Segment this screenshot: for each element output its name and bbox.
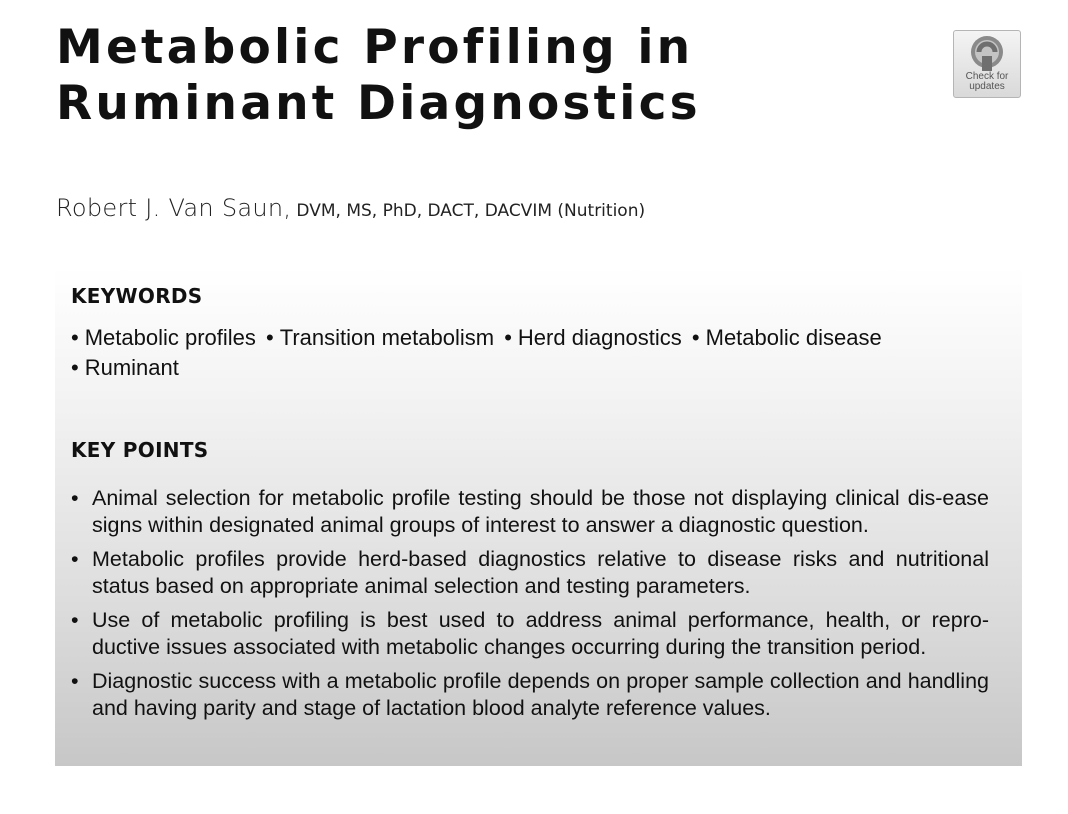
title-line-2: Ruminant Diagnostics xyxy=(56,76,701,131)
key-point-text: Diagnostic success with a metabolic profile depends on proper sample collection and handling and having parity and stage of lactation blood analyte reference values. xyxy=(92,669,989,720)
bullet: • xyxy=(71,486,79,510)
keyword-text: Transition metabolism xyxy=(279,325,495,350)
author-name: Robert J. Van Saun, xyxy=(56,194,292,222)
keyword-item xyxy=(692,325,882,350)
key-point-item xyxy=(71,546,989,600)
badge-label-line-2: updates xyxy=(969,81,1005,92)
badge-label xyxy=(966,72,1009,92)
article-title xyxy=(56,20,701,132)
bullet: • xyxy=(71,669,79,693)
crossmark-icon xyxy=(968,35,1006,71)
author-line xyxy=(56,194,645,222)
badge-label-line-1: Check for xyxy=(965,71,1009,82)
keyword-item xyxy=(266,325,494,350)
key-points-heading: KEY POINTS xyxy=(71,438,209,462)
keyword-text: Ruminant xyxy=(84,355,179,380)
key-point-item xyxy=(71,485,989,539)
bullet: • xyxy=(71,547,79,571)
keywords-heading: KEYWORDS xyxy=(71,284,203,308)
keyword-item xyxy=(504,325,682,350)
keywords-list xyxy=(71,323,1011,383)
keyword-text: Herd diagnostics xyxy=(517,325,682,350)
keyword-item xyxy=(71,355,179,380)
key-point-text: Animal selection for metabolic profile testing should be those not displaying clinical dis-ease signs within designated animal groups of interest to answer a diagnostic question. xyxy=(92,486,989,537)
bullet: • xyxy=(504,325,512,350)
author-credentials: DVM, MS, PhD, DACT, DACVIM (Nutrition) xyxy=(296,201,646,221)
key-point-item xyxy=(71,668,989,722)
bullet: • xyxy=(691,325,700,350)
check-for-updates-button[interactable] xyxy=(953,30,1021,98)
bullet: • xyxy=(71,608,79,632)
title-line-1: Metabolic Profiling in xyxy=(56,20,694,75)
key-points-list xyxy=(71,485,989,729)
bullet: • xyxy=(266,325,274,350)
key-point-text: Use of metabolic profiling is best used to address animal performance, health, or repro-ductive issues associated with metabolic changes occurring during the transition period. xyxy=(92,608,989,659)
key-point-item xyxy=(71,607,989,661)
keyword-item xyxy=(71,325,256,350)
keyword-text: Metabolic profiles xyxy=(84,325,256,350)
key-point-text: Metabolic profiles provide herd-based diagnostics relative to disease risks and nutritional status based on appropriate animal selection and testing parameters. xyxy=(92,547,989,598)
bullet: • xyxy=(71,325,79,350)
keyword-text: Metabolic disease xyxy=(705,325,882,350)
keywords-keypoints-box xyxy=(55,267,1022,766)
bullet: • xyxy=(71,355,79,380)
